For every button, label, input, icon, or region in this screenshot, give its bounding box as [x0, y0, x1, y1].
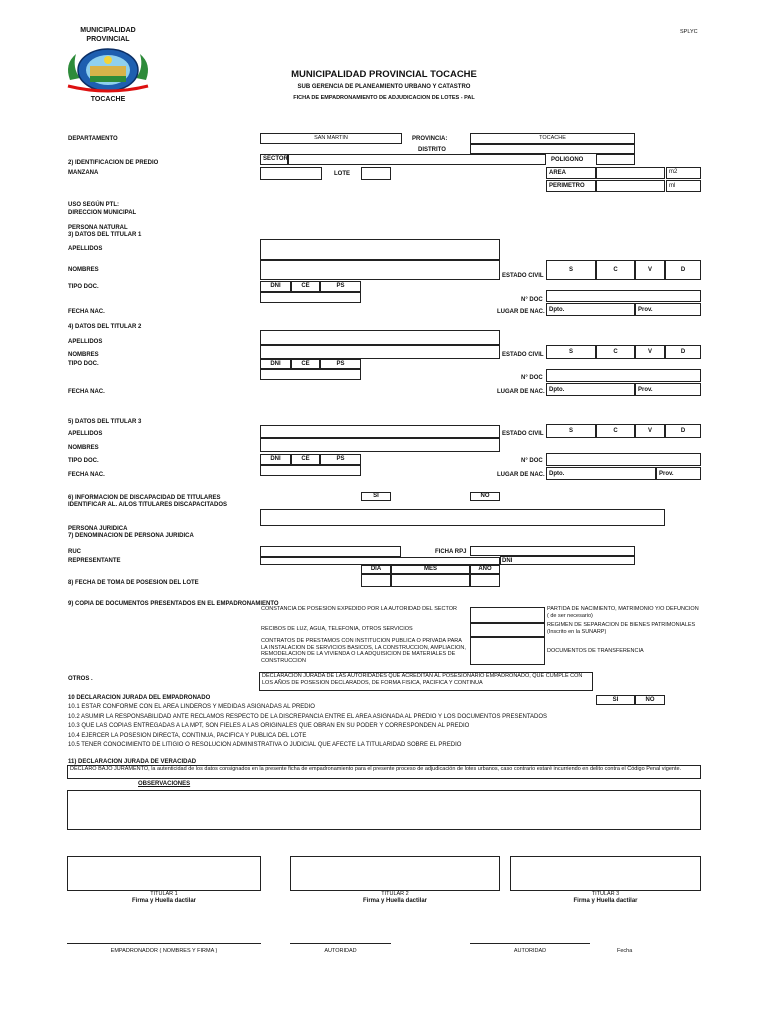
- perimetro-unit: ml: [666, 180, 701, 192]
- uso-label: USO SEGÚN PTL:: [68, 202, 120, 208]
- civil-option-c[interactable]: C: [596, 424, 635, 438]
- provincia-field[interactable]: TOCACHE: [470, 133, 635, 144]
- titular3-lugar-nac-label: LUGAR DE NAC.: [497, 472, 545, 478]
- declaracion-si-option[interactable]: SI: [596, 695, 635, 705]
- titular1-apellidos-field[interactable]: [260, 239, 500, 260]
- autoridad2-caption: AUTORIDAD: [513, 948, 547, 954]
- titular2-prov[interactable]: Prov.: [635, 383, 701, 396]
- ficha-rpj-label: FICHA RPJ: [435, 549, 467, 555]
- titular3-signature-box[interactable]: [510, 856, 701, 891]
- titular1-lugar-nac-label: LUGAR DE NAC.: [497, 309, 545, 315]
- titular3-prov[interactable]: Prov.: [656, 467, 701, 480]
- discapacidad-heading: 6) INFORMACION DE DISCAPACIDAD DE TITULARES: [68, 495, 221, 501]
- titular2-apellidos-label: APELLIDOS: [68, 339, 103, 345]
- titular3-caption: TITULAR 3: [591, 891, 620, 897]
- titular2-nombres-label: NOMBRES: [68, 352, 99, 358]
- titular1-estado-civil-label: ESTADO CIVIL: [502, 273, 544, 279]
- juridica-heading: 7) DENOMINACION DE PERSONA JURIDICA: [68, 533, 194, 539]
- titular1-heading: 3) DATOS DEL TITULAR 1: [68, 232, 142, 238]
- titular1-n-doc-label: N° DOC: [521, 297, 543, 303]
- titular2-tipo-doc-label: TIPO DOC.: [68, 361, 99, 367]
- titular1-n-doc-field[interactable]: [546, 290, 701, 302]
- lote-label: LOTE: [334, 171, 350, 177]
- doc-type-dni[interactable]: DNI: [260, 281, 291, 292]
- provincia-label: PROVINCIA:: [412, 136, 448, 142]
- empadronador-line: [67, 943, 261, 944]
- titular2-n-doc-field[interactable]: [546, 369, 701, 382]
- titular1-caption: TITULAR 1: [150, 891, 178, 897]
- doc-partida: PARTIDA DE NACIMIENTO, MATRIMONIO Y/O DEFUNCION ( de ser necesario): [547, 606, 699, 619]
- documentos-heading: 9) COPIA DE DOCUMENTOS PRESENTADOS EN EL EMPADRONAMIENTO: [68, 601, 279, 607]
- titular2-apellidos-field[interactable]: [260, 330, 500, 345]
- page-subtitle: SUB GERENCIA DE PLANEAMIENTO URBANO Y CATASTRO: [297, 84, 471, 90]
- logo-top-line2: PROVINCIAL: [86, 36, 130, 43]
- doc-contratos: CONTRATOS DE PRESTAMOS CON INSTITUCION PUBLICA O PRIVADA PARA LA INSTALACION DE SERVICIOS BASICOS, LA CONSTRUCCION, AMPLIACION, REMODELACION DE LA VIVIENDA O LA ADQUISICION DE MATERIALES DE CONSTRUCCION: [261, 638, 466, 664]
- declaracion-item: 10.5 TENER CONOCIMIENTO DE LITIGIO O RESOLUCION ADMINISTRATIVA O JUDICIAL QUE AFECTE LA TITULARIDAD SOBRE EL PREDIO: [68, 742, 462, 748]
- discapacidad-no-option[interactable]: NO: [470, 492, 500, 501]
- doc-contratos-check[interactable]: [470, 637, 545, 665]
- observaciones-label: OBSERVACIONES: [138, 781, 191, 787]
- persona-natural-label: PERSONA NATURAL: [68, 225, 128, 231]
- direccion-label: DIRECCION MUNICIPAL: [68, 210, 137, 216]
- discapacidad-field[interactable]: [260, 509, 665, 526]
- ruc-label: RUC: [68, 549, 81, 555]
- persona-juridica-label: PERSONA JURIDICA: [68, 526, 128, 532]
- logo-bottom: TOCACHE: [90, 96, 126, 103]
- titular1-dpto[interactable]: Dpto.: [546, 303, 635, 316]
- area-unit: m2: [666, 167, 701, 179]
- representante-dni-field[interactable]: [500, 556, 635, 565]
- ruc-field[interactable]: [260, 546, 401, 557]
- doc-type-ce[interactable]: CE: [291, 281, 320, 292]
- doc-constancia-check[interactable]: [470, 607, 545, 623]
- posesion-mes-field[interactable]: [391, 574, 470, 587]
- doc-transferencia: DOCUMENTOS DE TRANSFERENCIA: [547, 648, 644, 654]
- posesion-heading: 8) FECHA DE TOMA DE POSESION DEL LOTE: [68, 580, 199, 586]
- discapacidad-sub: IDENTIFICAR AL. A/LOS TITULARES DISCAPACITADOS: [68, 502, 227, 508]
- form-name: FICHA DE EMPADRONAMIENTO DE ADJUDICACION DE LOTES - PAL: [293, 95, 475, 101]
- doc-type-ps[interactable]: PS: [320, 454, 361, 465]
- autoridad2-line: [470, 943, 590, 944]
- declaracion-item: 10.4 EJERCER LA POSESION DIRECTA, CONTINUA, PACIFICA Y PUBLICA DEL LOTE: [68, 733, 307, 739]
- posesion-mes-label: MES: [391, 565, 470, 574]
- area-label: AREA: [546, 167, 596, 179]
- veracidad-heading: 11) DECLARACION JURADA DE VERACIDAD: [68, 759, 197, 765]
- titular1-tipo-doc-label: TIPO DOC.: [68, 284, 99, 290]
- civil-option-d[interactable]: D: [665, 345, 701, 359]
- fecha-caption: Fecha: [617, 948, 633, 954]
- titular2-nombres-field[interactable]: [260, 345, 500, 359]
- sector-field[interactable]: [288, 154, 546, 165]
- manzana-field[interactable]: [260, 167, 322, 180]
- declaracion-heading: 10 DECLARACION JURADA DEL EMPADRONADO: [68, 695, 211, 701]
- poligono-label: POLIGONO: [551, 157, 584, 163]
- titular1-firma-label: Firma y Huella dactilar: [131, 898, 197, 904]
- titular2-heading: 4) DATOS DEL TITULAR 2: [68, 324, 142, 330]
- representante-label: REPRESENTANTE: [68, 558, 121, 564]
- discapacidad-si-option[interactable]: SI: [361, 492, 391, 501]
- declaracion-item: 10.1 ESTAR CONFORME CON EL AREA LINDEROS Y MEDIDAS ASIGNADAS AL PREDIO: [68, 704, 315, 710]
- titular2-fecha-nac-label: FECHA NAC.: [68, 389, 105, 395]
- empadronador-caption: EMPADRONADOR ( NOMBRES Y FIRMA ): [110, 948, 218, 954]
- civil-option-s[interactable]: S: [546, 424, 596, 438]
- manzana-label: MANZANA: [68, 170, 99, 176]
- page-title: MUNICIPALIDAD PROVINCIAL TOCACHE: [291, 69, 477, 80]
- posesion-anio-label: AÑO: [470, 565, 500, 574]
- titular2-doc-field[interactable]: [260, 369, 361, 380]
- lote-field[interactable]: [361, 167, 391, 180]
- titular3-tipo-doc-label: TIPO DOC.: [68, 458, 99, 464]
- civil-option-d[interactable]: D: [665, 260, 701, 280]
- autoridad1-caption: AUTORIDAD: [324, 948, 357, 954]
- doc-type-ps[interactable]: PS: [320, 281, 361, 292]
- civil-option-d[interactable]: D: [665, 424, 701, 438]
- ficha-rpj-field[interactable]: [470, 546, 635, 556]
- doc-type-ps[interactable]: PS: [320, 359, 361, 369]
- doc-type-dni[interactable]: DNI: [260, 359, 291, 369]
- titular3-estado-civil-label: ESTADO CIVIL: [502, 431, 544, 437]
- municipal-logo: [62, 27, 154, 105]
- perimetro-field[interactable]: [596, 180, 665, 192]
- titular3-nombres-field[interactable]: [260, 438, 500, 452]
- titular1-nombres-field[interactable]: [260, 260, 500, 280]
- declaracion-no-option[interactable]: NO: [635, 695, 665, 705]
- posesion-anio-field[interactable]: [470, 574, 500, 587]
- doc-recibos: RECIBOS DE LUZ, AGUA, TELEFONIA, OTROS SERVICIOS: [261, 626, 413, 632]
- veracidad-text: DECLARO BAJO JURAMENTO, la autenticidad de los datos consignados en la presente ficha de empadronamiento para el presente proceso de adjudicación de lotes urbanos, caso contrario estaré incurriendo en delito contra el Código Penal vigente.: [67, 765, 701, 779]
- titular3-n-doc-field[interactable]: [546, 453, 701, 466]
- distrito-label: DISTRITO: [418, 147, 446, 153]
- departamento-field[interactable]: SAN MARTIN: [260, 133, 402, 144]
- titular3-fecha-nac-label: FECHA NAC.: [68, 472, 105, 478]
- civil-option-v[interactable]: V: [635, 345, 665, 359]
- titular3-heading: 5) DATOS DEL TITULAR 3: [68, 419, 142, 425]
- distrito-field[interactable]: [470, 144, 635, 154]
- area-field[interactable]: [596, 167, 665, 179]
- titular2-dpto[interactable]: Dpto.: [546, 383, 635, 396]
- titular3-doc-field[interactable]: [260, 465, 361, 476]
- doc-type-ce[interactable]: CE: [291, 454, 320, 465]
- observaciones-field[interactable]: [67, 790, 701, 830]
- autoridad1-line: [290, 943, 391, 944]
- declaracion-item: 10.3 QUE LAS COPIAS ENTREGADAS A LA MPT, SON FIELES A LAS ORIGINALES QUE OBRAN EN SU PODER Y CORRESPONDEN AL PREDIO: [68, 723, 470, 729]
- civil-option-s[interactable]: S: [546, 260, 596, 280]
- posesion-dia-field[interactable]: [361, 574, 391, 587]
- titular3-apellidos-label: APELLIDOS: [68, 431, 103, 437]
- representante-dni-label: DNI: [502, 558, 513, 564]
- titular1-signature-box[interactable]: [67, 856, 261, 891]
- doc-recibos-check[interactable]: [470, 623, 545, 637]
- posesion-dia-label: DIA: [361, 565, 391, 574]
- titular2-lugar-nac-label: LUGAR DE NAC.: [497, 389, 545, 395]
- civil-option-c[interactable]: C: [596, 345, 635, 359]
- titular2-n-doc-label: N° DOC: [521, 375, 543, 381]
- otros-declaracion: DECLARACION JURADA DE LAS AUTORIDADES QUE ACREDITAN AL POSESIONARIO EMPADRONADO, QUE CUMPLE CON LOS AÑOS DE POSESION DECLARADOS, DE FORMA FISICA, PACIFICA Y CONTINUA: [259, 672, 593, 691]
- titular2-caption: TITULAR 2: [381, 891, 409, 897]
- predio-heading: 2) IDENTIFICACION DE PREDIO: [68, 160, 159, 166]
- sector-label: SECTOR: [260, 154, 288, 165]
- doc-regimen: REGIMEN DE SEPARACION DE BIENES PATRIMONIALES (Inscrito en la SUNARP): [547, 622, 696, 635]
- titular2-firma-label: Firma y Huella dactilar: [362, 898, 428, 904]
- form-code: SPLYC: [680, 29, 698, 35]
- civil-option-v[interactable]: V: [635, 424, 665, 438]
- titular3-nombres-label: NOMBRES: [68, 445, 99, 451]
- doc-constancia: CONSTANCIA DE POSESION EXPEDIDO POR LA AUTORIDAD DEL SECTOR: [261, 606, 458, 612]
- declaracion-item: 10.2 ASUMIR LA RESPONSABILIDAD ANTE RECLAMOS RESPECTO DE LA DISCREPANCIA ENTRE EL AREA ASIGNADA AL PREDIO Y LOS DOCUMENTOS PRESENTADOS: [68, 714, 548, 720]
- titular1-doc-field[interactable]: [260, 292, 361, 303]
- logo-top-line1: MUNICIPALIDAD: [80, 27, 136, 34]
- civil-option-v[interactable]: V: [635, 260, 665, 280]
- titular2-estado-civil-label: ESTADO CIVIL: [502, 352, 544, 358]
- titular2-signature-box[interactable]: [290, 856, 500, 891]
- representante-field[interactable]: [260, 557, 500, 565]
- titular3-apellidos-field[interactable]: [260, 425, 500, 438]
- titular3-n-doc-label: N° DOC: [521, 458, 543, 464]
- perimetro-label: PERIMETRO: [546, 180, 596, 192]
- departamento-label: DEPARTAMENTO: [68, 136, 118, 142]
- titular3-firma-label: Firma y Huella dactilar: [573, 898, 638, 904]
- titular1-fecha-nac-label: FECHA NAC.: [68, 309, 105, 315]
- titular1-nombres-label: NOMBRES: [68, 267, 99, 273]
- civil-option-c[interactable]: C: [596, 260, 635, 280]
- poligono-field[interactable]: [596, 154, 635, 165]
- titular3-dpto[interactable]: Dpto.: [546, 467, 656, 480]
- titular1-apellidos-label: APELLIDOS: [68, 246, 103, 252]
- doc-type-ce[interactable]: CE: [291, 359, 320, 369]
- titular1-prov[interactable]: Prov.: [635, 303, 701, 316]
- civil-option-s[interactable]: S: [546, 345, 596, 359]
- doc-type-dni[interactable]: DNI: [260, 454, 291, 465]
- otros-label: OTROS .: [68, 676, 93, 682]
- coat-of-arms-icon: [62, 46, 154, 94]
